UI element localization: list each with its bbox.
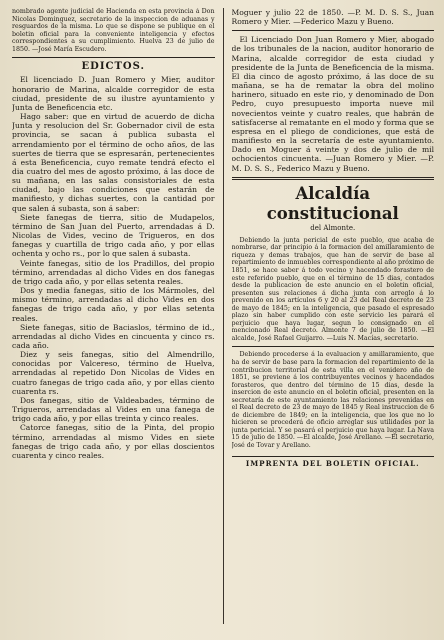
left-paragraph: Dos y media fanegas, sitio de los Mármoles, del mismo término, arrendadas al dicho Vides en dos fanegas de trigo cada año, y por ellas setenta reales.: [12, 286, 215, 323]
left-paragraph: El licenciado D. Juan Romero y Mier, auditor honorario de Marina, alcalde corregidor de esta ciudad, presidente de su ilustre ayuntamiento y Junta de Beneficencia etc.: [12, 75, 215, 112]
left-paragraph: Dos fanegas, sitio de Valdeabades, término de Trigueros, arrendadas al Vides en una fanega de trigo cada año, y por ellas treinta y cinco reales.: [12, 395, 215, 424]
left-paragraph: Siete fanegas, sitio de Baciaslos, término de id., arrendadas al dicho Vides en cincuenta y cinco rs. cada año.: [12, 322, 215, 350]
section-rule: [232, 177, 435, 180]
intro-notice: nombrado agente judicial de Hacienda en esta provincia á Don Nicolas Dominguez, secretario de la inspeccion de aduanas y resguardos de la misma. Lo que se dispone se publique en el boletin oficial para la conveniente inteligencia y efectos correspondientes a su cumplimiento. Huelva 23 de julio de 1850. —José María Escudero.: [12, 8, 215, 53]
left-column: [12, 8, 215, 624]
divider: [232, 346, 435, 347]
printer-footer: IMPRENTA DEL BOLETIN OFICIAL.: [232, 456, 435, 468]
left-paragraph: Siete fanegas de tierra, sitio de Mudapelos, término de San Juan del Puerto, arrendadas á D. Nicolas de Vides, vecino de Trigueros, en dos fanegas y cuartilla de trigo cada año, y por ellas ochenta y ocho rs., por lo que salen á subasta.: [12, 212, 215, 259]
divider: [232, 30, 435, 31]
section-title: Alcaldía constitucional: [266, 183, 399, 223]
la-nava-notice: Debiendo procederse á la evaluacion y amillaramiento, que ha de servir de base para la formacion del repartimiento de la contribucion territorial de esta villa en el venidero año de 1851, se previene á los contribuyentes vecinos y hacendados forasteros, que dentro del término de 15 dias, desde la insercion de este anuncio en el boletin oficial, presenten en la secretaría de este ayuntamiento las relaciones prevenidas en el Real decreto de 23 de mayo de 1845 y Real instruccion de 6 de diciembre de 1849; en la inteligencia, que los que no lo hicieren se procederá de oficio arreglar sus utilidades por la junta pericial. Y se pasará el perjuicio que haya lugar. La Nava 15 de julio de 1850. —El alcalde, José Arellano. —El secretario, José de Tovar y Arellano.: [231, 351, 435, 450]
almonte-notice: Debiendo la junta pericial de este pueblo, que acaba de nombrarse, dar principio á la formacion del amillaramiento de riqueza y demas trabajos, que han de servir de base al repartimiento de inmuebles correspondiente al año próximo de 1851, se hace saber á todo vecino y hacendado forastero de este referido pueblo, que en el término de 15 dias, contados desde la publicacion de este anuncio en el boletin oficial, presenten sus relaciones á dicha junta con arreglo á lo prevenido en los artículos 6 y 20 al 23 del Real decreto de 23 de mayo de 1845; en la inteligencia, que pasado el espresado plazo sin haber cumplido con este servicio les parará el perjuicio que haya lugar, segun lo consignado en el mencionado Real decreto. Almonte 7 de julio de 1850. —El alcalde, José Rafael Guijarro. —Luis N. Macías, secretario.: [231, 236, 435, 342]
column-separator: [223, 8, 224, 624]
left-paragraph: Hago saber: que en virtud de acuerdo de dicha Junta y resolucion del Sr. Gobernador civil de esta provincia, se sacan á publica subasta el arrendamiento por el término de ocho años, de las suertes de tierra que se espresarán, pertenecientes á esta Beneficencia, cuyo remate tendrá efecto el dia cuatro del mes de agosto próximo, á las doce de su mañana, en las salas consistoriales de esta ciudad, bajo las condiciones que estarán de manifiesto, y dichas suertes, con la cantidad por que salen á subasta, son á saber:: [12, 112, 215, 213]
edictos-heading: EDICTOS.: [81, 61, 145, 73]
moguer-edict: El Licenciado Don Juan Romero y Mier, abogado de los tribunales de la nacion, auditor honorario de Marina, alcalde corregidor de esta ciudad y presidente de la Junta de Beneficencia de la misma. El dia cinco de agosto próximo, á las doce de su mañana, se ha de rematar la obra del molino harinero, situado en este rio, y denominado de Don Pedro, cuyo presupuesto importa nueve mil novecientos veinte y cuatro reales, que habrán de satisfacerse al rematante en el modo y forma que se espresa en el pliego de condiciones, que está de manifiesto en la secretaría de este ayuntamiento. Dado en Moguer á veinte y dos de julio de mil ochocientos cincuenta. —Juan Romero y Mier. —P. M. D. S. S., Federico Mazu y Bueno.: [231, 35, 435, 173]
divider: [12, 57, 215, 58]
section-subtitle: del Almonte.: [310, 223, 356, 232]
right-column: [232, 8, 435, 624]
left-paragraph: Diez y seis fanegas, sitio del Almendrillo, conocidas por Valcereso, término de Huelva, arrendadas al repetido Don Nicolas de Vides en cuatro fanegas de trigo cada año, y por ellas ciento cuarenta rs.: [12, 350, 215, 396]
left-paragraph: Catorce fanegas, sitio de la Pinta, del propio término, arrendadas al mismo Vides en siete fanegas de trigo cada año, y por ellas doscientos cuarenta y cinco reales.: [12, 423, 215, 460]
left-paragraph: Veinte fanegas, sitio de los Pradillos, del propio término, arrendadas al dicho Vides en dos fanegas de trigo cada año, y por ellas setenta reales.: [12, 258, 215, 286]
moguer-signature: Moguer y julio 22 de 1850. —P. M. D. S. S., Juan Romero y Mier. —Federico Mazu y Bueno.: [231, 8, 435, 27]
